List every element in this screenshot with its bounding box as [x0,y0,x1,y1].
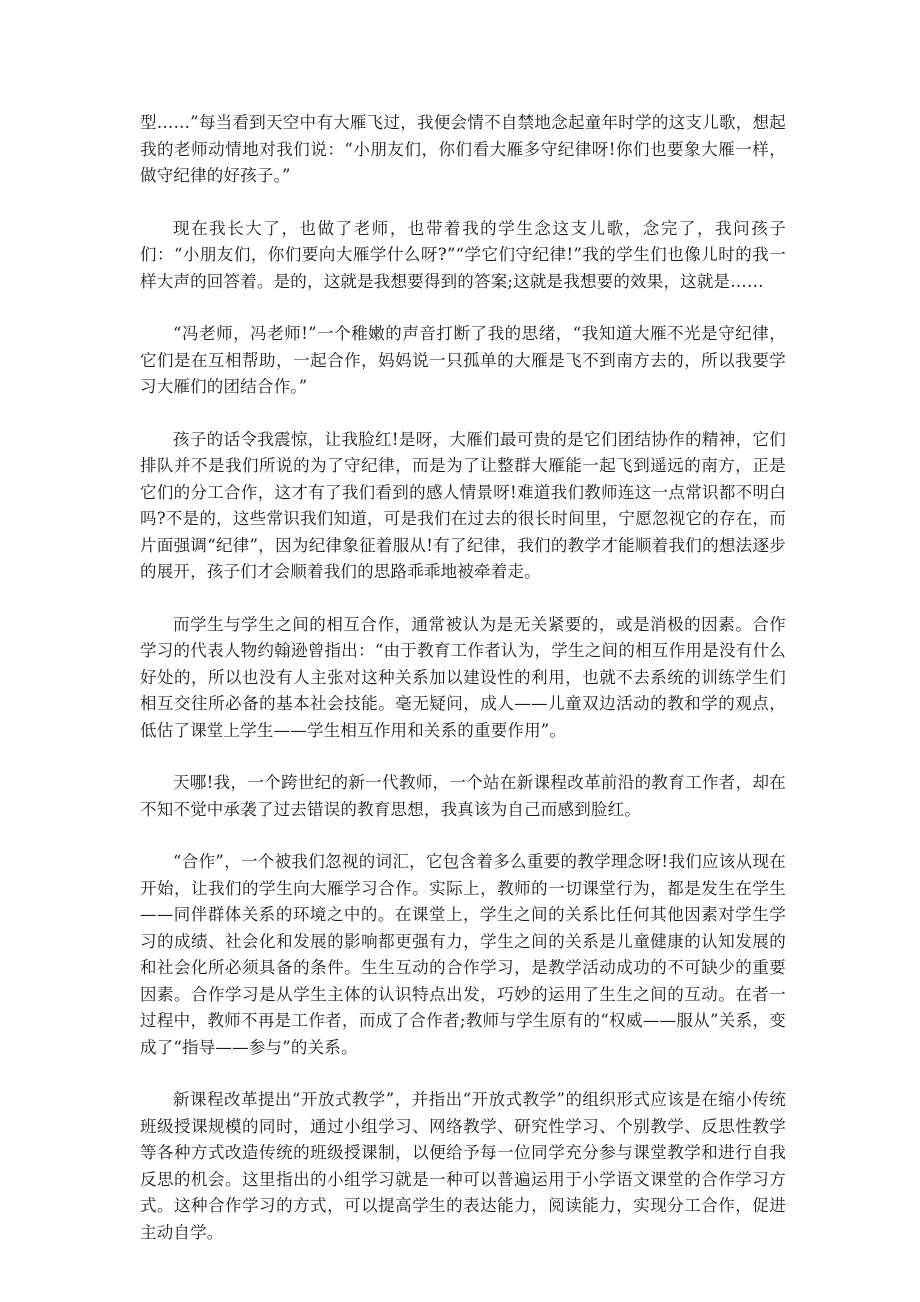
document-body [140,110,786,1272]
paragraph-3: “冯老师，冯老师!”一个稚嫩的声音打断了我的思绪，“我知道大雁不光是守纪律，它们是在互相帮助，一起合作，妈妈说一只孤单的大雁是飞不到南方去的，所以我要学习大雁们的团结合作。” [140,324,786,396]
paragraph-7: “合作”，一个被我们忽视的词汇，它包含着多么重要的教学理念呀!我们应该从现在开始，让我们的学生向大雁学习合作。实际上，教师的一切课堂行为，都是发生在学生——同伴群体关系的环境之中的。在课堂上，学生之间的关系比任何其他因素对学生学习的成绩、社会化和发展的影响都更强有力，学生之间的关系是儿童健康的认知发展的和社会化所必须具备的条件。生生互动的合作学习，是教学活动成功的不可缺少的重要因素。合作学习是从学生主体的认识特点出发，巧妙的运用了生生之间的互动。在者一过程中，教师不再是工作者，而成了合作者;教师与学生原有的“权威——服从”关系，变成了“指导——参与”的关系。 [140,852,786,1057]
paragraph-6: 天哪!我，一个跨世纪的新一代教师，一个站在新课程改革前沿的教育工作者，却在不知不觉中承袭了过去错误的教育思想，我真该为自己而感到脸红。 [140,773,786,819]
paragraph-1: 型……”每当看到天空中有大雁飞过，我便会情不自禁地念起童年时学的这支儿歌，想起我的老师动情地对我们说：“小朋友们，你们看大雁多守纪律呀!你们也要象大雁一样，做守纪律的好孩子。” [140,113,786,185]
paragraph-2: 现在我长大了，也做了老师，也带着我的学生念这支儿歌，念完了，我问孩子们：“小朋友们，你们要向大雁学什么呀?”“学它们守纪律!”我的学生们也像儿时的我一样大声的回答着。是的，这就是我想要得到的答案;这就是我想要的效果，这就是…… [140,218,786,291]
paragraph-5: 而学生与学生之间的相互合作，通常被认为是无关紧要的，或是消极的因素。合作学习的代表人物约翰逊曾指出：“由于教育工作者认为，学生之间的相互作用是没有什么好处的，所以也没有人主张对这种关系加以建设性的利用，也就不去系统的训练学生们相互交往所必备的基本社会技能。毫无疑问，成人——儿童双边活动的教和学的观点，低估了课堂上学生——学生相互作用和关系的重要作用”。 [140,614,786,740]
paragraph-8: 新课程改革提出“开放式教学”，并指出“开放式教学”的组织形式应该是在缩小传统班级授课规模的同时，通过小组学习、网络教学、研究性学习、个别教学、反思性教学等各种方式改造传统的班级授课制，以便给予每一位同学充分参与课堂教学和进行自我反思的机会。这里指出的小组学习就是一种可以普遍运用于小学语文课堂的合作学习方式。这种合作学习的方式，可以提高学生的表达能力，阅读能力，实现分工合作，促进主动自学。 [140,1090,786,1242]
paragraph-4: 孩子的话令我震惊，让我脸红!是呀，大雁们最可贵的是它们团结协作的精神，它们排队并不是我们所说的为了守纪律，而是为了让整群大雁能一起飞到遥远的南方，正是它们的分工合作，这才有了我们看到的感人情景呀!难道我们教师连这一点常识都不明白吗?不是的，这些常识我们知道，可是我们在过去的很长时间里，宁愿忽视它的存在，而片面强调“纪律”，因为纪律象征着服从!有了纪律，我们的教学才能顺着我们的想法逐步的展开，孩子们才会顺着我们的思路乖乖地被牵着走。 [140,429,786,581]
